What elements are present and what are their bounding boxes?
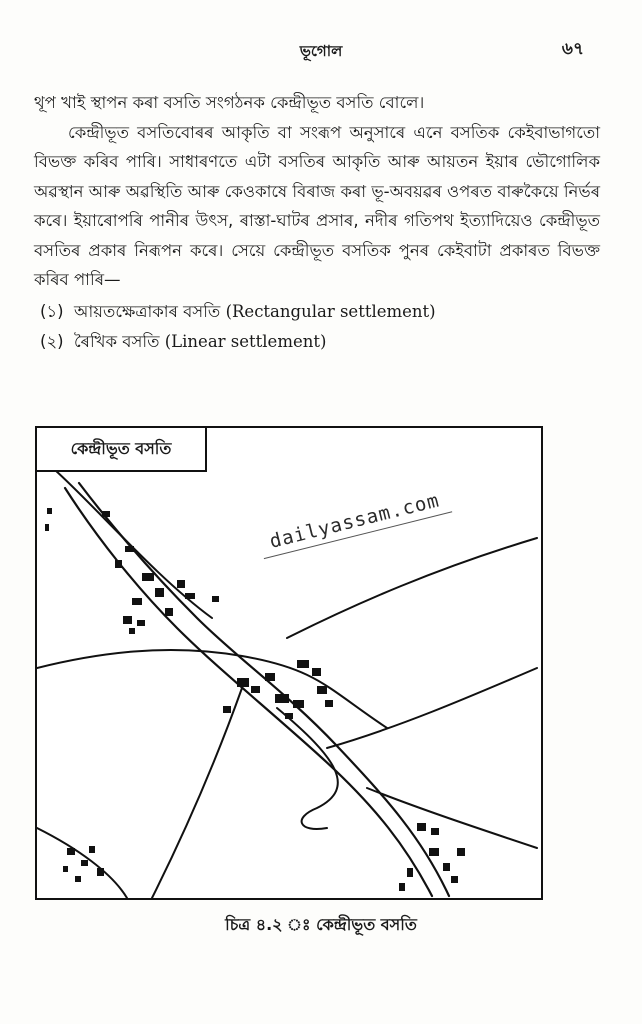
- page-number: ৬৭: [561, 39, 584, 59]
- paragraph-2: কেন্দ্ৰীভূত বসতিবোৰৰ আকৃতি বা সংৰূপ অনুসাৰে এনে বসতিক কেইবাভাগতো বিভক্ত কৰিব পাৰি। সাধাৰণতে এটা বসতিৰ আকৃতি আৰু আয়তন ইয়াৰ ভৌগোলিক অৱস্থান আৰু অৱস্থিতি আৰু কেওকাষে বিৰাজ কৰা ভূ-অবয়ৱৰ ওপৰত বাৰুকৈয়ে নিৰ্ভৰ কৰে। ইয়াৰোপৰি পানীৰ উৎস, ৰাস্তা-ঘাটৰ প্ৰসাৰ, নদীৰ গতিপথ ইত্যাদিয়েও কেন্দ্ৰীভূত বসতিৰ প্ৰকাৰ নিৰূপন কৰে। সেয়ে কেন্দ্ৰীভূত বসতিক পুনৰ কেইবাটা প্ৰকাৰত বিভক্ত কৰিব পাৰি—: [34, 122, 600, 289]
- running-header: ভূগোল: [299, 42, 343, 60]
- northeast-road: [287, 538, 537, 638]
- southeast-road: [367, 788, 537, 848]
- settlement-map-figure: [35, 426, 543, 900]
- settlement-types-list: [40, 297, 600, 357]
- list-item-english: (Linear settlement): [164, 331, 327, 351]
- list-item: [40, 297, 600, 327]
- figure-label: কেন্দ্ৰীভূত বসতি: [37, 428, 207, 472]
- paragraph-1: থূপ খাই স্থাপন কৰা বসতি সংগঠনক কেন্দ্ৰীভূত বসতি বোলে।: [34, 93, 425, 112]
- body-text: [34, 88, 600, 357]
- list-item-english: (Rectangular settlement): [225, 301, 436, 321]
- list-item-number: (২): [40, 331, 64, 351]
- figure-caption: চিত্ৰ ৪.২ ঃ কেন্দ্ৰীভূত বসতি: [225, 915, 417, 934]
- list-item-text: ৰৈখিক বসতি: [74, 331, 160, 351]
- list-item: [40, 327, 600, 357]
- list-item-number: (১): [40, 301, 64, 321]
- main-road-west-edge: [65, 488, 432, 896]
- settlement-map-drawing: [37, 428, 541, 898]
- watermark: dailyassam.com: [257, 484, 452, 559]
- south-road: [152, 688, 242, 898]
- list-item-text: আয়তক্ষেত্ৰাকাৰ বসতি: [74, 301, 221, 321]
